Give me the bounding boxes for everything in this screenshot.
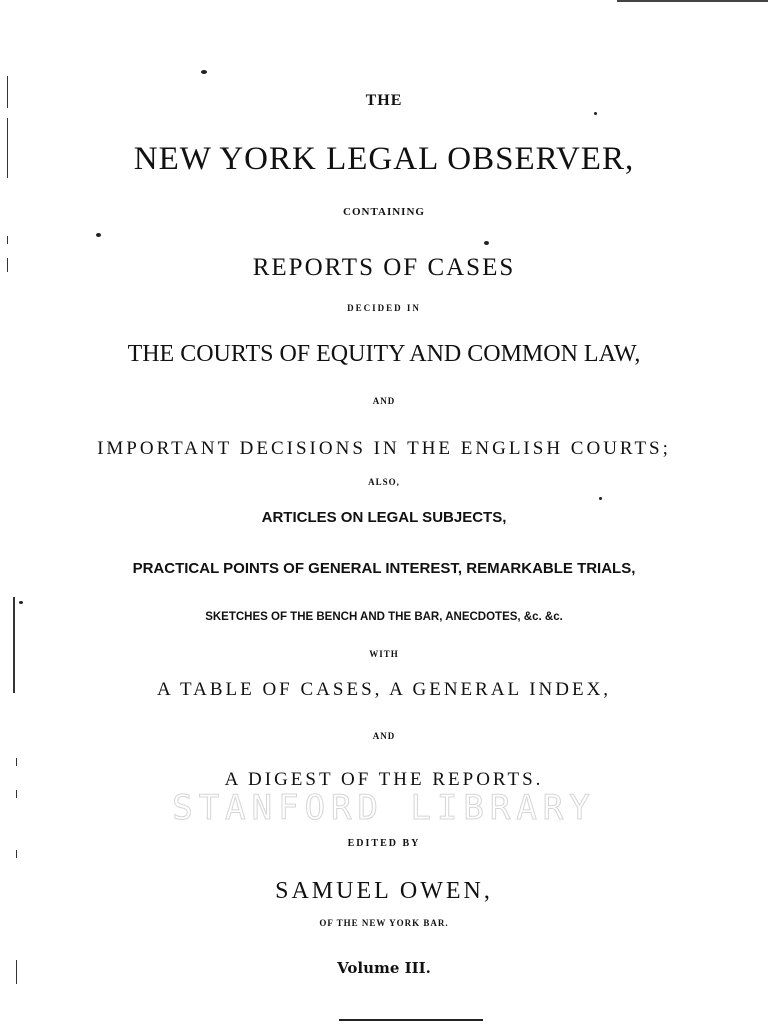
edited-by-label: EDITED BY <box>347 838 421 849</box>
library-stamp: STANFORD LIBRARY <box>172 788 596 828</box>
title-the: THE <box>365 92 403 109</box>
articles-heading: ARTICLES ON LEGAL SUBJECTS, <box>261 509 507 526</box>
editor-affiliation: OF THE NEW YORK BAR. <box>319 918 449 928</box>
also-label: ALSO, <box>368 477 400 487</box>
reports-heading: REPORTS OF CASES <box>252 254 516 281</box>
with-label: WITH <box>369 649 399 659</box>
ink-speck <box>599 497 602 500</box>
volume-label: Volume III. <box>337 959 431 977</box>
practical-heading: PRACTICAL POINTS OF GENERAL INTEREST, REMARKABLE TRIALS, <box>132 560 636 577</box>
and-label: AND <box>372 731 396 741</box>
editor-name: SAMUEL OWEN, <box>275 878 493 904</box>
margin-mark <box>16 758 17 766</box>
important-heading: IMPORTANT DECISIONS IN THE ENGLISH COURTS; <box>97 438 671 459</box>
ink-speck <box>201 70 207 74</box>
top-edge-rule <box>617 0 768 2</box>
page-title: NEW YORK LEGAL OBSERVER, <box>133 141 635 177</box>
sketches-heading: SKETCHES OF THE BENCH AND THE BAR, ANECDOTES, &c. &c. <box>205 611 563 623</box>
courts-heading: THE COURTS OF EQUITY AND COMMON LAW, <box>127 341 641 367</box>
ink-speck <box>19 601 23 604</box>
margin-mark <box>16 850 17 858</box>
table-heading: A TABLE OF CASES, A GENERAL INDEX, <box>156 679 612 700</box>
margin-mark <box>7 236 8 244</box>
digest-heading: A DIGEST OF THE REPORTS. <box>224 769 544 790</box>
ink-speck <box>96 233 101 237</box>
containing-label: CONTAINING <box>343 206 425 218</box>
decided-label: DECIDED IN <box>347 303 421 313</box>
bottom-rule <box>339 1019 483 1021</box>
ink-speck <box>594 112 597 115</box>
and-label: AND <box>372 396 396 406</box>
ink-speck <box>484 241 489 245</box>
